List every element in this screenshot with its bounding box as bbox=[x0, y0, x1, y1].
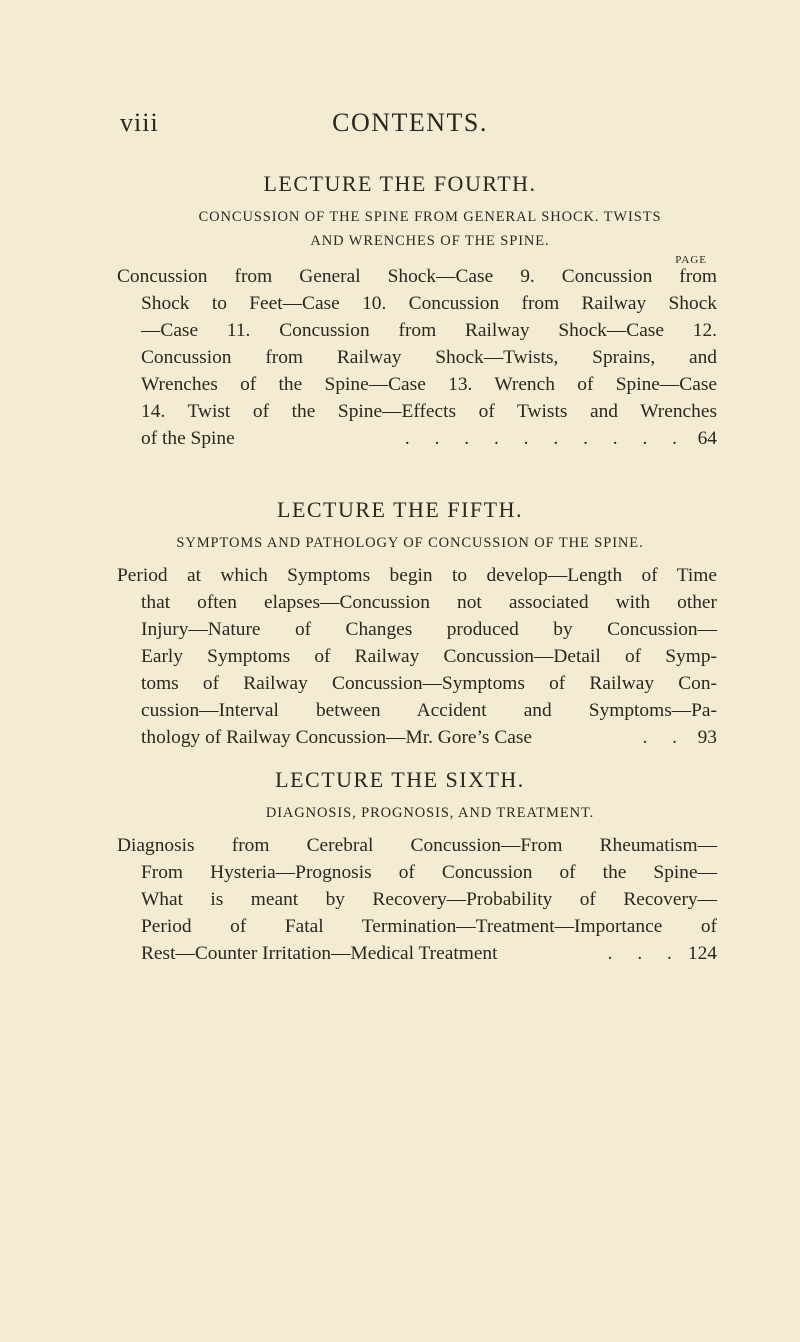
subtitle-line: DIAGNOSIS, PROGNOSIS, AND TREATMENT. bbox=[265, 805, 595, 821]
entry-line: Wrenches of the Spine—Case 13. Wrench of Spine—Case bbox=[141, 374, 717, 395]
entry-line: that often elapses—Concussion not associated with other bbox=[141, 592, 717, 613]
entry-last-line bbox=[117, 940, 717, 967]
subtitle-line: CONCUSSION OF THE SPINE FROM GENERAL SHOCK. TWISTS bbox=[198, 209, 662, 225]
lecture-subtitle bbox=[110, 531, 710, 555]
entry-line: cussion—Interval between Accident and Symptoms—Pa- bbox=[141, 700, 717, 721]
entry-line: Shock to Feet—Case 10. Concussion from Railway Shock bbox=[141, 293, 717, 314]
lecture-title: LECTURE THE FOURTH. bbox=[263, 171, 537, 196]
entry-page-number: 64 bbox=[697, 428, 717, 449]
entry-page-number: 124 bbox=[687, 943, 717, 964]
entry-line: Injury—Nature of Changes produced by Concussion— bbox=[141, 619, 717, 640]
entry-line: —Case 11. Concussion from Railway Shock—Case 12. bbox=[141, 320, 717, 341]
entry-line: thology of Railway Concussion—Mr. Gore’s Case bbox=[141, 727, 533, 748]
page-title: CONTENTS. bbox=[332, 108, 488, 137]
entry-line: From Hysteria—Prognosis of Concussion of the Spine— bbox=[141, 862, 717, 883]
entry-line: Diagnosis from Cerebral Concussion—From Rheumatism— bbox=[117, 835, 717, 856]
entry-last-line bbox=[117, 724, 717, 751]
lecture-contents-entry bbox=[117, 562, 717, 751]
dot-leader: . . . bbox=[607, 943, 682, 964]
page-column-label: PAGE bbox=[675, 254, 707, 266]
entry-line: What is meant by Recovery—Probability of Recovery— bbox=[141, 889, 717, 910]
dot-leader: . . . . . . . . . . bbox=[404, 428, 687, 449]
entry-last-line bbox=[117, 425, 717, 452]
subtitle-line: AND WRENCHES OF THE SPINE. bbox=[310, 233, 550, 249]
entry-line: 14. Twist of the Spine—Effects of Twists and Wrenches bbox=[141, 401, 717, 422]
subtitle-line: SYMPTOMS AND PATHOLOGY OF CONCUSSION OF THE SPINE. bbox=[176, 535, 644, 551]
running-head bbox=[120, 108, 700, 148]
lecture-subtitle bbox=[140, 801, 720, 825]
entry-line: Rest—Counter Irritation—Medical Treatment bbox=[141, 943, 498, 964]
entry-line: Concussion from Railway Shock—Twists, Sprains, and bbox=[141, 347, 717, 368]
entry-page-number: 93 bbox=[697, 727, 717, 748]
dot-leader: . . bbox=[642, 727, 687, 748]
entry-line: Period of Fatal Termination—Treatment—Importance of bbox=[141, 916, 717, 937]
page-number: viii bbox=[120, 108, 159, 137]
entry-line: Concussion from General Shock—Case 9. Concussion from bbox=[117, 266, 717, 287]
lecture-contents-entry bbox=[117, 263, 717, 452]
lecture-title: LECTURE THE FIFTH. bbox=[277, 497, 523, 522]
entry-line: toms of Railway Concussion—Symptoms of Railway Con- bbox=[141, 673, 717, 694]
lecture-subtitle bbox=[140, 205, 720, 253]
lecture-contents-entry bbox=[117, 832, 717, 967]
entry-line: Period at which Symptoms begin to develop—Length of Time bbox=[117, 565, 717, 586]
entry-line: Early Symptoms of Railway Concussion—Detail of Symp- bbox=[141, 646, 717, 667]
entry-line: of the Spine bbox=[141, 428, 235, 449]
lecture-title: LECTURE THE SIXTH. bbox=[275, 767, 525, 792]
